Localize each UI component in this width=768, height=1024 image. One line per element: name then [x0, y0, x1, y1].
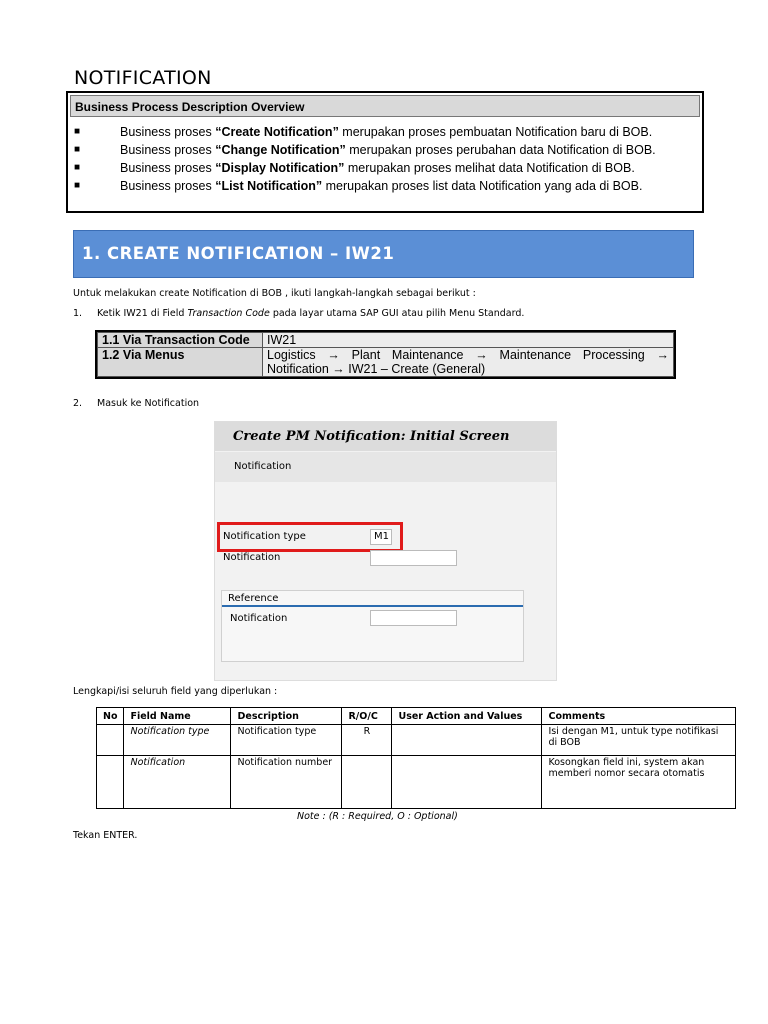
- overview-bullet: [68, 177, 702, 195]
- table-header-row: [97, 708, 736, 725]
- bullet-text: merupakan proses perubahan data Notification di BOB.: [345, 143, 656, 157]
- cell-comments: Isi dengan M1, untuk type notifikasi di BOB: [542, 725, 736, 756]
- bullet-text: merupakan proses pembuatan Notification baru di BOB.: [338, 125, 653, 139]
- reference-group: [221, 590, 524, 662]
- column-header: Comments: [542, 708, 736, 725]
- cell-no: [97, 756, 124, 809]
- fields-table: [96, 707, 736, 809]
- fields-intro: Lengkapi/isi seluruh field yang diperlukan :: [73, 686, 278, 697]
- bullet-text: Business proses: [120, 143, 216, 157]
- notification-type-label: Notification type: [223, 531, 306, 542]
- cell-description: Notification number: [231, 756, 342, 809]
- table-row: [97, 756, 736, 809]
- column-header: Description: [231, 708, 342, 725]
- reference-notification-field[interactable]: [370, 610, 457, 626]
- overview-header: Business Process Description Overview: [70, 95, 700, 117]
- bullet-bold: “Display Notification”: [215, 161, 345, 175]
- reference-notification-label: Notification: [230, 613, 288, 624]
- step-text: pada layar utama SAP GUI atau pilih Menu Standard.: [269, 308, 525, 319]
- cell-description: Notification type: [231, 725, 342, 756]
- overview-bullet: [68, 141, 702, 159]
- bullet-icon: ■: [74, 126, 81, 137]
- page-title: NOTIFICATION: [74, 67, 212, 89]
- reference-header: Reference: [222, 591, 523, 607]
- notification-field[interactable]: [370, 550, 457, 566]
- notification-type-field[interactable]: M1: [370, 529, 392, 545]
- notification-label: Notification: [223, 552, 281, 563]
- sap-title: Create PM Notification: Initial Screen: [215, 422, 556, 451]
- table-value: Logistics → Plant Maintenance → Maintenance Processing → Notification → IW21 – Create (General): [263, 348, 674, 377]
- overview-list: [68, 123, 702, 195]
- cell-no: [97, 725, 124, 756]
- note-text: Note : (R : Required, O : Optional): [297, 811, 458, 822]
- bullet-icon: ■: [74, 144, 81, 155]
- overview-box: [66, 91, 704, 213]
- cell-field-name: Notification: [124, 756, 231, 809]
- step-1: [73, 308, 524, 319]
- step-text: Ketik IW21 di Field: [97, 308, 188, 319]
- table-key: 1.1 Via Transaction Code: [98, 333, 263, 348]
- step-text: Masuk ke Notification: [97, 398, 200, 409]
- bullet-bold: “List Notification”: [215, 179, 323, 193]
- overview-bullet: [68, 123, 702, 141]
- overview-bullet: [68, 159, 702, 177]
- cell-action: [392, 725, 542, 756]
- section-heading: 1. CREATE NOTIFICATION – IW21: [73, 230, 694, 278]
- sap-screenshot: [214, 421, 557, 681]
- bullet-text: Business proses: [120, 179, 216, 193]
- table-row: [98, 348, 674, 377]
- intro-text: Untuk melakukan create Notification di BOB , ikuti langkah-langkah sebagai berikut :: [73, 288, 476, 299]
- column-header: No: [97, 708, 124, 725]
- step-number: 1.: [73, 308, 83, 319]
- bullet-text: Business proses: [120, 161, 216, 175]
- table-row: [97, 725, 736, 756]
- sap-subheader: Notification: [215, 452, 556, 482]
- table-key: 1.2 Via Menus: [98, 348, 263, 377]
- bullet-icon: ■: [74, 180, 81, 191]
- enter-instruction: Tekan ENTER.: [73, 830, 138, 841]
- table-value: IW21: [263, 333, 674, 348]
- step-italic: Transaction Code: [187, 308, 270, 319]
- bullet-bold: “Change Notification”: [215, 143, 346, 157]
- column-header: User Action and Values: [392, 708, 542, 725]
- column-header: R/O/C: [342, 708, 392, 725]
- cell-action: [392, 756, 542, 809]
- bullet-icon: ■: [74, 162, 81, 173]
- cell-field-name: Notification type: [124, 725, 231, 756]
- bullet-text: Business proses: [120, 125, 216, 139]
- table-row: [98, 333, 674, 348]
- step-2: [73, 398, 199, 409]
- cell-comments: Kosongkan field ini, system akan memberi nomor secara otomatis: [542, 756, 736, 809]
- cell-roc: R: [342, 725, 392, 756]
- step-number: 2.: [73, 398, 83, 409]
- bullet-bold: “Create Notification”: [215, 125, 339, 139]
- column-header: Field Name: [124, 708, 231, 725]
- bullet-text: merupakan proses list data Notification yang ada di BOB.: [322, 179, 643, 193]
- transaction-table: [95, 330, 676, 379]
- bullet-text: merupakan proses melihat data Notification di BOB.: [344, 161, 635, 175]
- cell-roc: [342, 756, 392, 809]
